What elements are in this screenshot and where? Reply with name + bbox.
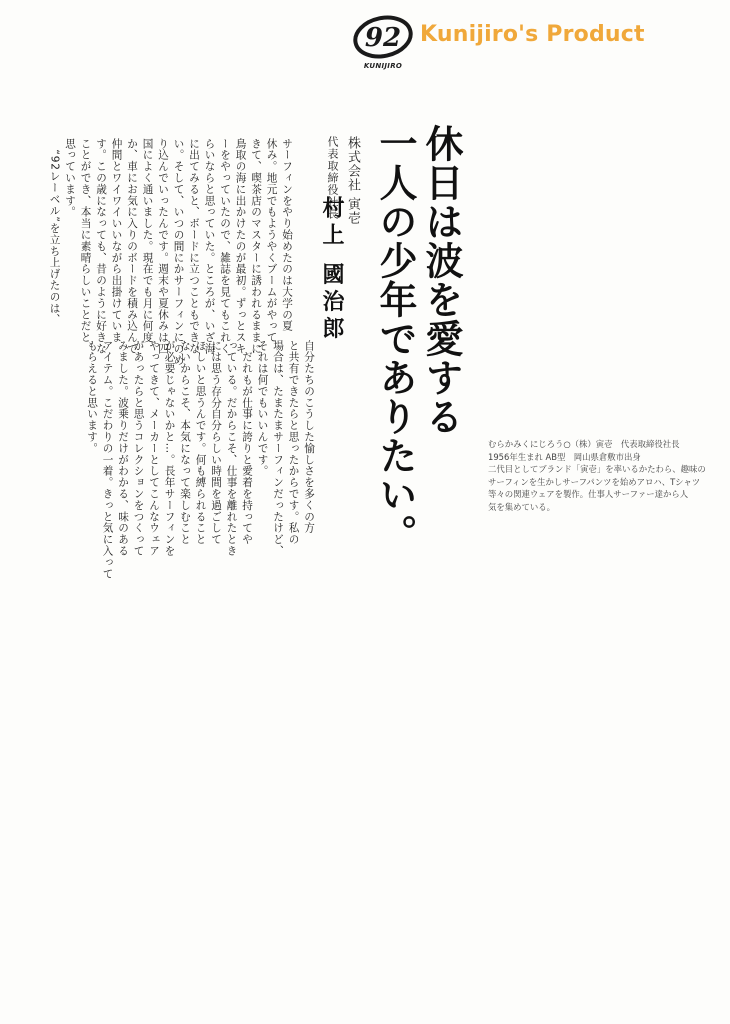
headline: 休日は波を愛する 一人の少年でありたい。 [373,124,463,553]
logo-number: 92 [364,23,402,53]
profile-line: 等々の関連ウェアを製作。仕事人サーファー達から人 [488,489,689,500]
article-body-top: サーフィンをやり始めたのは大学の夏 休み。地元でもようやくブームがやって きて、喫茶店のマスターに誘われるままに 鳥取の海に出かけたのが最初。ずっとスキ ーをやっていたので、雑誌を見てもこれく らいならと思っていた。ところが、いざ海 に出てみると、ボードに立つこともできな い。そして、いつの間にかサーフィンにのめ り込んでいったんです。週末や夏休みは四 国によく通いました。現在でも月に何度 か、車にお気に入りのボードを積み込んで 仲間とワイワイいいながら出掛けていま す。この歳になっても、昔のように好きな ことができ、本当に素晴らしいことだと 思っています。 “92レーベル”を立ち上げたのは、 [48,138,293,366]
article-body-bottom: 自分たちのこうした愉しさを多くの方 と共有できたらと思ったからです。私の 場合は、たまたまサーフィンだったけど、 それは何でもいいんです。 だれもが仕事に誇りと愛着を持ってや っている。だからこそ、仕事を離れたとき には思う存分自分らしい時間を過ごして ほしいと思うんです。何も縛られること ないからこそ、本気になって楽しむこと が必要じゃないかと…。長年サーフィンを やってきて、メーカーとしてこんなウェア があったらと思うコレクションをつくって みました。波乗りだけがわかる、味のある アイテム。こだわりの一着。きっと気に入って もらえると思います。 [86,340,315,580]
job-title: 代表取締役社長 [326,136,339,220]
profile-line: 気を集めている。 [488,501,555,512]
profile-line: 1956年生まれ AB型 岡山県倉敷市出身 [488,451,641,462]
profile-box [488,438,706,514]
92-logo [352,14,414,70]
profile-line: 二代目としてブランド「寅壱」を率いるかたわら、趣味の [488,464,706,475]
profile-line: むらかみくにじろう○（株）寅壱 代表取締役社長 [488,439,680,449]
person-name: 村上 國治郎 [319,196,345,344]
company-name: 株式会社 寅壱 [345,136,360,226]
profile-line: サーフィンを生かしサーフパンツを始めアロハ、Tシャツ [488,476,701,487]
brand-title: Kunijiro's Product [420,22,645,47]
logo-subtext: KUNIJIRO [363,62,403,70]
92-logo-mark [352,14,414,60]
